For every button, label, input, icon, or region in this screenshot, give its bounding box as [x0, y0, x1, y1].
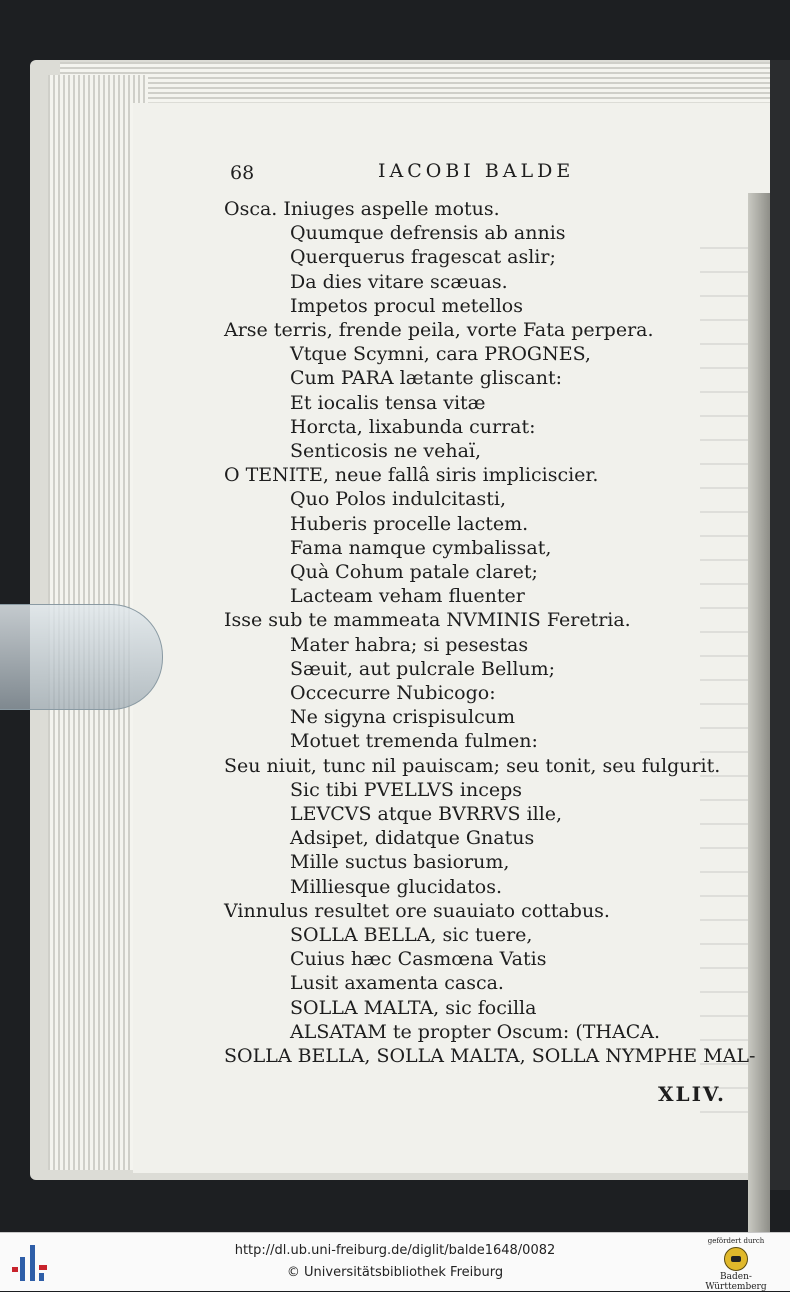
text-line: Lacteam veham fluenter	[290, 585, 525, 608]
text-line: Arse terris, frende peila, vorte Fata perpera.	[224, 319, 654, 341]
page-number: 68	[230, 162, 255, 184]
running-title: IACOBI BALDE	[378, 160, 575, 182]
text-line: Mille suctus basiorum,	[290, 851, 510, 874]
text-line: Adsipet, didatque Gnatus	[290, 827, 535, 850]
text-line: Quà Cohum patale claret;	[290, 561, 538, 583]
text-line: SOLLA MALTA, sic focilla	[290, 996, 537, 1019]
catchword: XLIV.	[658, 1082, 726, 1106]
text-line: O TENITE, neue fallâ siris impliciscier.	[224, 464, 599, 487]
text-line: Quumque defrensis ab annis	[290, 222, 566, 245]
copyright-notice: © Universitätsbibliothek Freiburg	[286, 1265, 504, 1280]
sponsor-name: Baden-Württemberg	[705, 1272, 767, 1292]
text-line: Isse sub te mammeata NVMINIS Feretria.	[224, 609, 631, 632]
text-line: Mater habra; si pesestas	[290, 633, 529, 656]
text-line: Osca. Iniuges aspelle motus.	[224, 198, 500, 220]
sponsor-caption: gefördert durch	[707, 1237, 765, 1245]
text-line: Lusit axamenta casca.	[290, 972, 504, 995]
book-gutter	[748, 193, 770, 1232]
text-line: Senticosis ne vehaï,	[290, 440, 482, 462]
text-line: LEVCVS atque BVRRVS ille,	[290, 803, 563, 825]
text-line: SOLLA BELLA, SOLLA MALTA, SOLLA NYMPHE MAL-	[224, 1045, 756, 1067]
text-line: Impetos procul metellos	[290, 294, 523, 317]
text-line: Da dies vitare scæuas.	[290, 270, 508, 293]
text-line: Motuet tremenda fulmen:	[290, 730, 538, 753]
page-holder-clip	[0, 604, 163, 710]
text-line: Sic tibi PVELLVS inceps	[290, 778, 523, 801]
text-line: Milliesque glucidatos.	[290, 875, 502, 898]
text-line: Cum PARA lætante gliscant:	[290, 367, 563, 390]
text-line: SOLLA BELLA, sic tuere,	[290, 924, 533, 946]
page-stack-top	[60, 62, 770, 102]
text-line: Huberis procelle lactem.	[290, 512, 529, 535]
text-line: Vtque Scymni, cara PROGNES,	[290, 343, 591, 366]
text-line: Sæuit, aut pulcrale Bellum;	[290, 657, 556, 680]
text-line: Vinnulus resultet ore suauiato cottabus.	[224, 899, 610, 922]
text-line: Querquerus fragescat aslir;	[290, 246, 556, 269]
text-line: Cuius hæc Casmœna Vatis	[290, 948, 547, 971]
text-line: Ne sigyna crispisulcum	[290, 706, 515, 729]
sponsor-block	[690, 1237, 782, 1292]
text-line: Fama namque cymbalissat,	[290, 536, 552, 559]
state-seal-icon	[724, 1247, 748, 1271]
text-line: ALSATAM te propter Oscum: (THACA.	[290, 1020, 660, 1043]
text-line: Et iocalis tensa vitæ	[290, 391, 486, 414]
text-line: Seu niuit, tunc nil pauiscam; seu tonit, seu fulgurit.	[224, 754, 721, 777]
text-line: Occecurre Nubicogo:	[290, 682, 496, 704]
viewer-footer	[0, 1232, 790, 1291]
text-line: Horcta, lixabunda currat:	[290, 415, 536, 438]
permalink-url[interactable]: http://dl.ub.uni-freiburg.de/diglit/balde1648/0082	[234, 1243, 556, 1258]
text-line: Quo Polos indulcitasti,	[290, 488, 507, 511]
